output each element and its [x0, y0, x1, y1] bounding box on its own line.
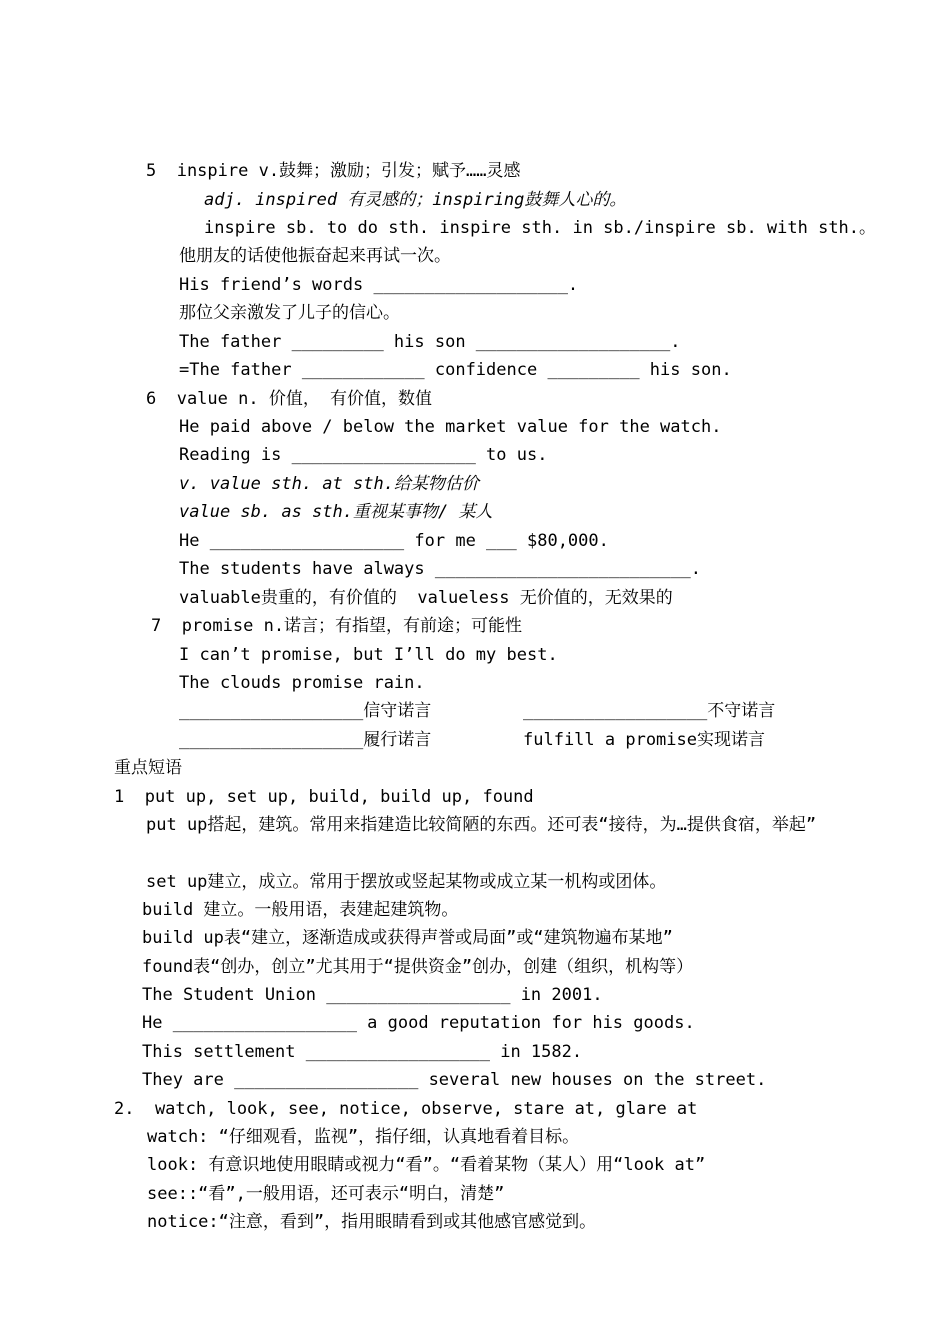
promise-example-1: I can’t promise, but I’ll do my best. [179, 645, 558, 665]
item-7-heading: 7 promise n.诺言；有指望，有前途；可能性 [151, 616, 523, 636]
value-verb-1: v. value sth. at sth.给某物估价 [179, 474, 479, 494]
phrase-group-1-heading: 1 put up, set up, build, build up, found [114, 787, 534, 807]
set-up-definition: set up建立，成立。常用于摆放或竖起某物或成立某一机构或团体。 [146, 872, 667, 892]
phrase-exercise-4: They are __________________ several new houses on the street. [142, 1070, 767, 1090]
notice-definition: notice:“注意，看到”，指用眼睛看到或其他感官感觉到。 [147, 1212, 597, 1232]
inspire-example-2-en: The father _________ his son ___________________. [179, 332, 681, 352]
phrase-exercise-3: This settlement __________________ in 1582. [142, 1042, 583, 1062]
section-title-key-phrases: 重点短语 [114, 758, 182, 778]
value-related-words: valuable贵重的，有价值的 valueless 无价值的，无效果的 [179, 588, 673, 608]
build-definition: build 建立。一般用语，表建起建筑物。 [142, 900, 459, 920]
inspire-example-2-cn: 那位父亲激发了儿子的信心。 [179, 303, 400, 323]
found-definition: found表“创办，创立”尤其用于“提供资金”创办，创建（组织，机构等） [142, 957, 694, 977]
value-verb-2: value sb. as sth.重视某事物/ 某人 [179, 502, 493, 522]
item-6-heading: 6 value n. 价值， 有价值，数值 [146, 389, 433, 409]
build-up-definition: build up表“建立，逐渐造成或获得声誉或局面”或“建筑物遍布某地” [142, 928, 673, 948]
see-definition: see::“看”,一般用语，还可表示“明白，清楚” [147, 1184, 505, 1204]
value-example-2: Reading is __________________ to us. [179, 445, 548, 465]
inspire-patterns: inspire sb. to do sth. inspire sth. in sb./inspire sb. with sth.。 [204, 218, 877, 238]
item-5-heading: 5 inspire v.鼓舞；激励；引发；赋予……灵感 [146, 161, 521, 181]
inspire-adj-forms: adj. inspired 有灵感的；inspiring鼓舞人心的。 [204, 190, 627, 210]
inspire-example-2-alt: =The father ____________ confidence _________ his son. [179, 360, 732, 380]
promise-example-2: The clouds promise rain. [179, 673, 425, 693]
phrase-exercise-1: The Student Union __________________ in 2001. [142, 985, 603, 1005]
promise-phrase-break: __________________不守诺言 [523, 701, 776, 721]
promise-phrase-keep: __________________信守诺言 [179, 701, 432, 721]
value-example-1: He paid above / below the market value for the watch. [179, 417, 722, 437]
promise-phrase-carry-out: __________________履行诺言 [179, 730, 432, 750]
phrase-exercise-2: He __________________ a good reputation for his goods. [142, 1013, 695, 1033]
watch-definition: watch: “仔细观看，监视”，指仔细，认真地看着目标。 [147, 1127, 580, 1147]
inspire-example-1-en: His friend’s words ___________________. [179, 275, 579, 295]
value-example-3: He ___________________ for me ___ $80,000. [179, 531, 609, 551]
put-up-definition: put up搭起，建筑。常用来指建造比较简陋的东西。还可表“接待，为…提供食宿，举起” [146, 815, 817, 835]
promise-phrase-fulfill: fulfill a promise实现诺言 [523, 730, 765, 750]
look-definition: look: 有意识地使用眼睛或视力“看”。“看着某物（某人）用“look at” [147, 1155, 706, 1175]
phrase-group-2-heading: 2. watch, look, see, notice, observe, stare at, glare at [114, 1099, 698, 1119]
inspire-example-1-cn: 他朋友的话使他振奋起来再试一次。 [179, 246, 451, 266]
value-example-4: The students have always _________________________. [179, 559, 701, 579]
